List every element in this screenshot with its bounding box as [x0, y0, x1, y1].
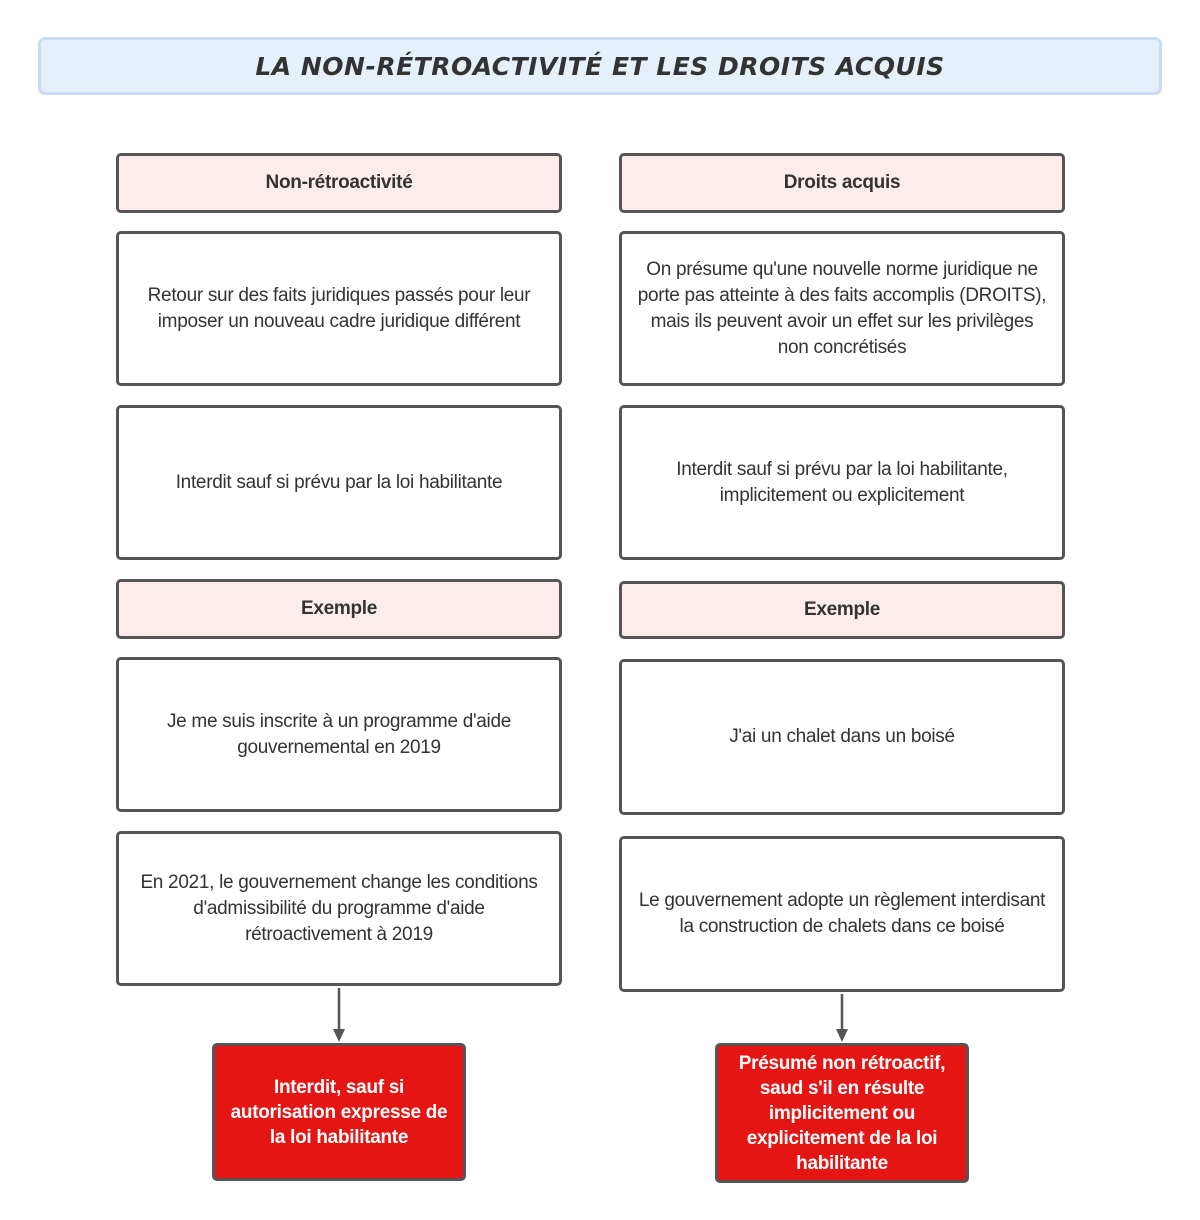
left-header-box: Non-rétroactivité: [116, 153, 562, 213]
right-header-box: Droits acquis: [619, 153, 1065, 213]
right-example-header-box: Exemple: [619, 581, 1065, 639]
left-example-fact-box: Je me suis inscrite à un programme d'aide gouvernemental en 2019: [116, 657, 562, 812]
right-example-change-box: Le gouvernement adopte un règlement interdisant la construction de chalets dans ce boisé: [619, 836, 1065, 992]
right-example-fact-box: J'ai un chalet dans un boisé: [619, 659, 1065, 815]
right-result-box: Présumé non rétroactif, saud s'il en résulte implicitement ou explicitement de la loi habilitante: [715, 1043, 969, 1183]
left-example-header-box: Exemple: [116, 579, 562, 639]
diagram-title: LA NON-RÉTROACTIVITÉ ET LES DROITS ACQUIS: [255, 51, 945, 81]
left-rule-box: Interdit sauf si prévu par la loi habilitante: [116, 405, 562, 560]
left-result-box: Interdit, sauf si autorisation expresse de la loi habilitante: [212, 1043, 466, 1181]
left-arrow: [333, 988, 345, 1042]
right-definition-box: On présume qu'une nouvelle norme juridique ne porte pas atteinte à des faits accomplis (DROITS), mais ils peuvent avoir un effet sur les privilèges non concrétisés: [619, 231, 1065, 386]
right-rule-box: Interdit sauf si prévu par la loi habilitante, implicitement ou explicitement: [619, 405, 1065, 560]
right-arrow: [836, 994, 848, 1042]
left-definition-box: Retour sur des faits juridiques passés pour leur imposer un nouveau cadre juridique différent: [116, 231, 562, 386]
left-example-change-box: En 2021, le gouvernement change les conditions d'admissibilité du programme d'aide rétroactivement à 2019: [116, 831, 562, 986]
diagram-title-box: [38, 37, 1162, 95]
